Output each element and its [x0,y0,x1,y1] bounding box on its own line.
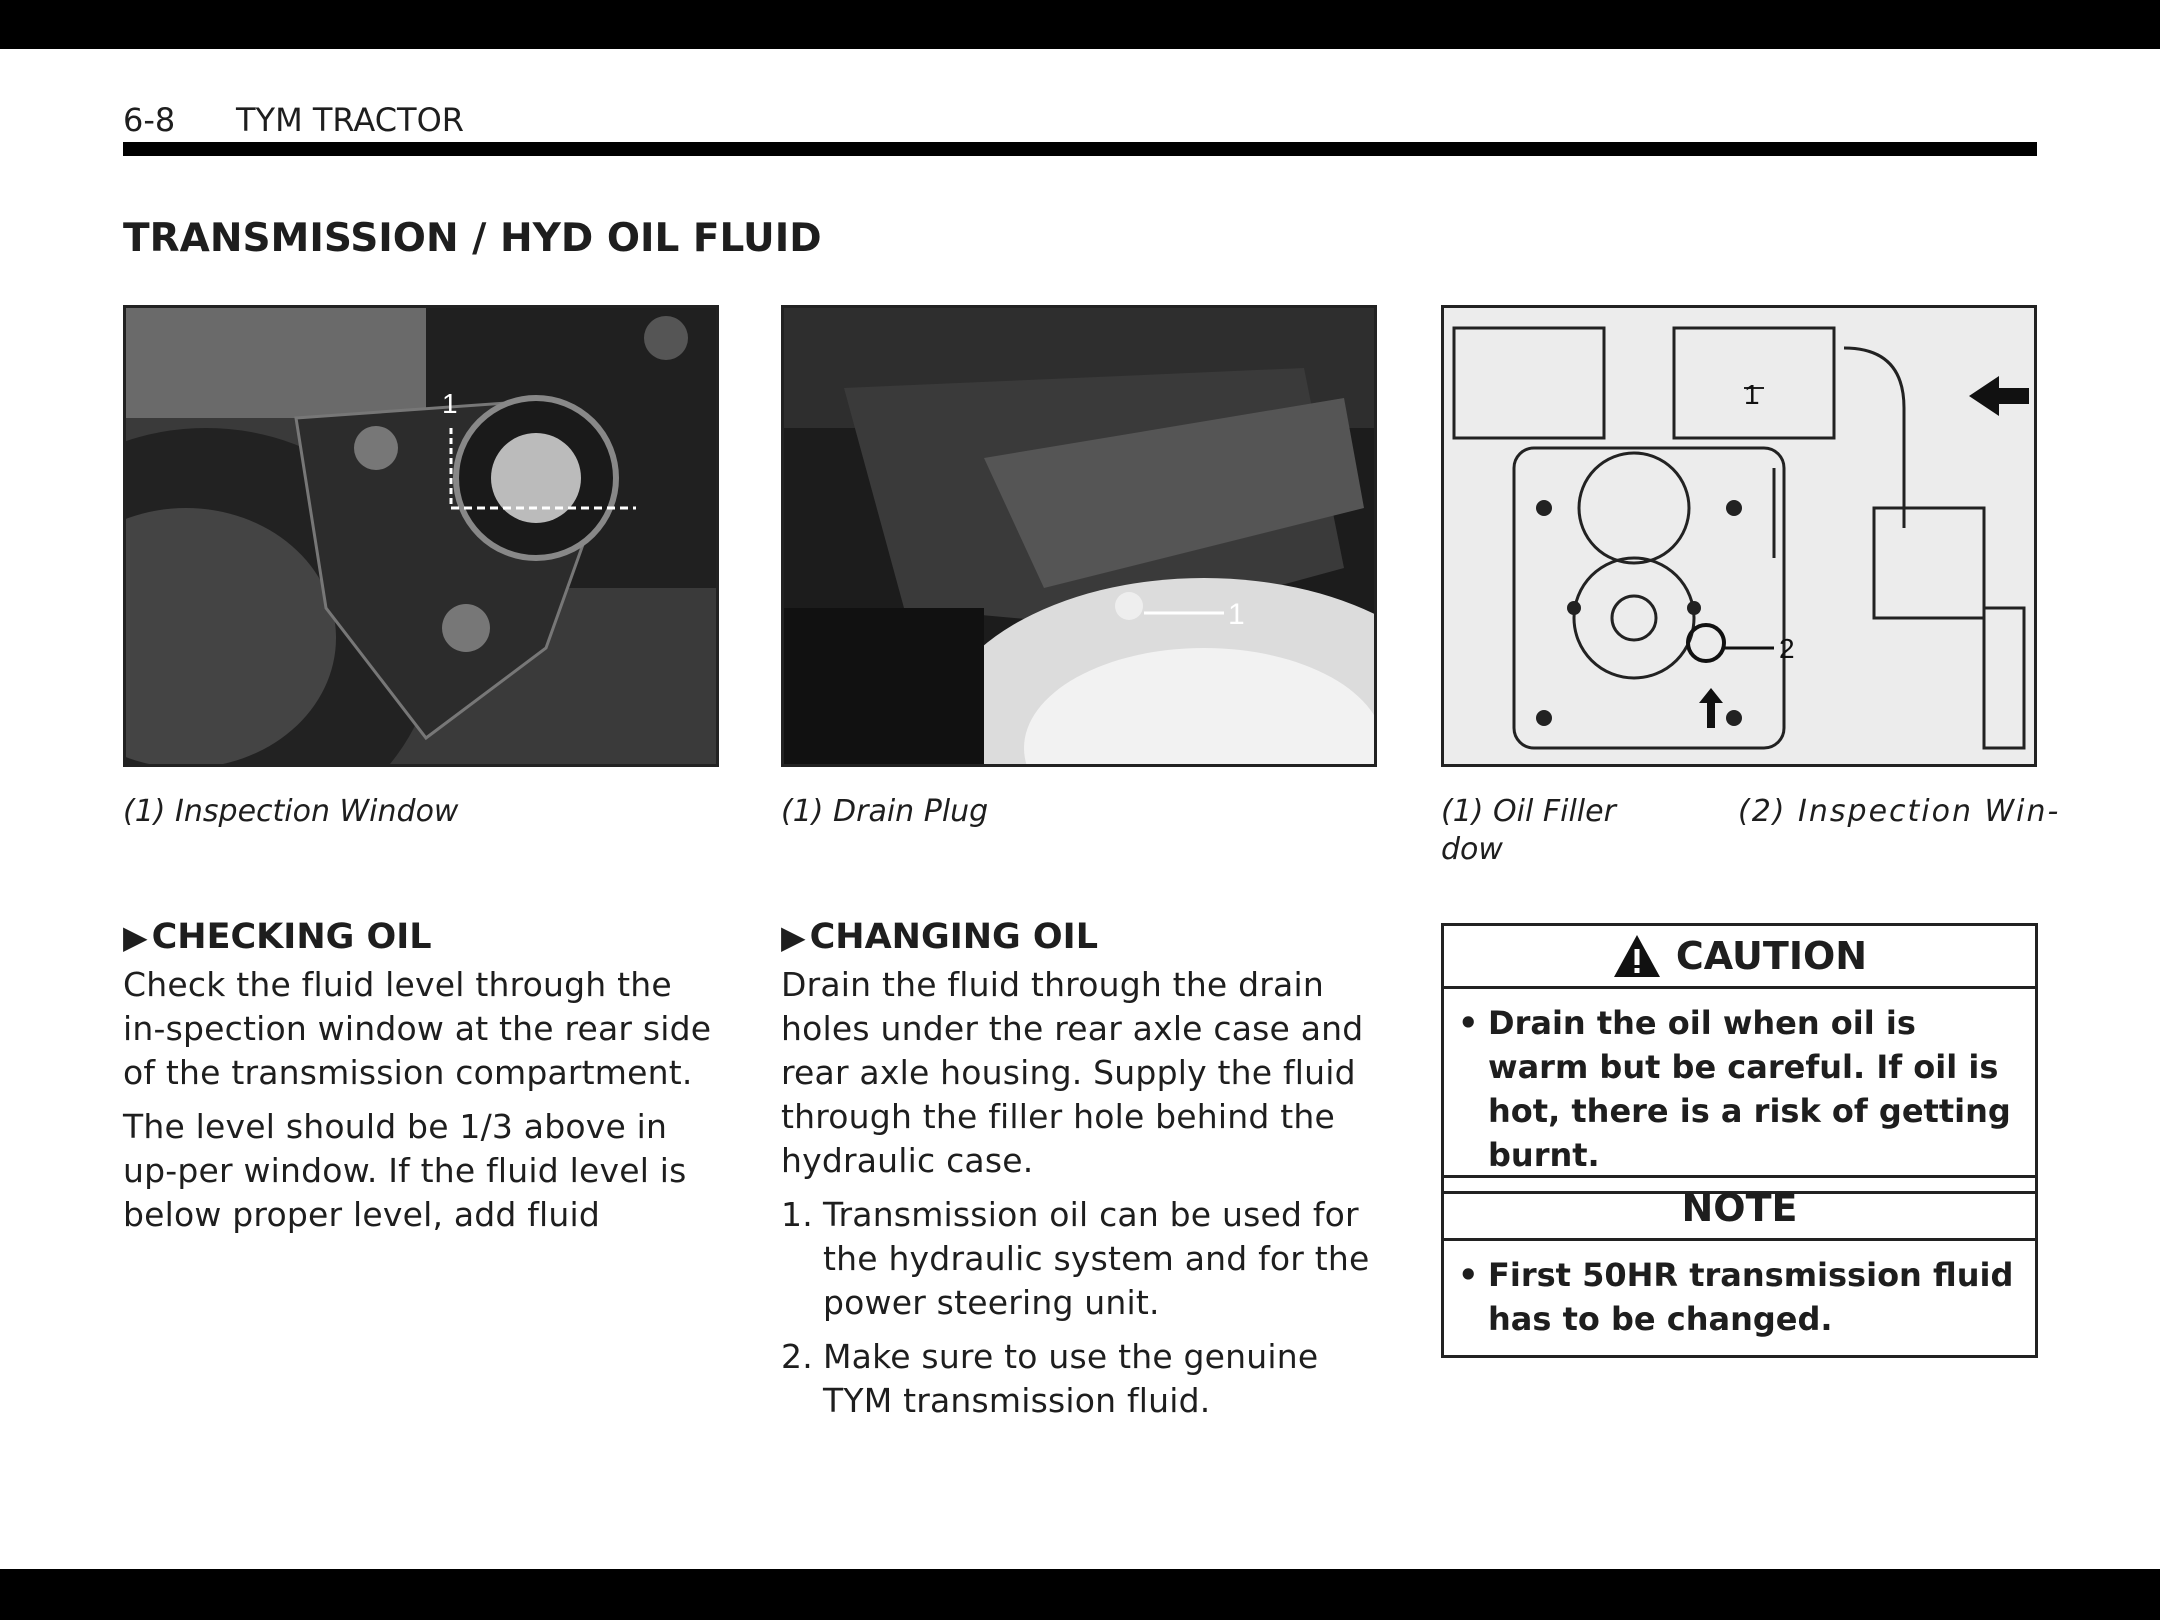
checking-oil-heading: ▶ CHECKING OIL [123,917,432,957]
changing-oil-text [781,963,1381,1433]
note-header: NOTE [1444,1178,2035,1241]
callout-1: 1 [442,388,458,419]
note-text: First 50HR transmission fluid has to be changed. [1488,1256,2014,1338]
drain-plug-photo [784,308,1374,764]
bullet: • [1458,1256,1479,1294]
callout-1: 1 [1228,598,1245,631]
caption-inspection-window-2: (2) Inspection Win- [1738,794,2061,829]
oil-filler-diagram [1444,308,2034,764]
figure-oil-filler [1441,305,2037,767]
caution-text: Drain the oil when oil is warm but be careful. If oil is hot, there is a risk of getting burnt. [1488,1004,2011,1174]
caution-header: CAUTION [1444,926,2035,989]
callout-1: 1 [1744,379,1760,410]
changing-oil-p1: Drain the fluid through the drain holes under the rear axle case and rear axle housing. Supply the fluid through the filler hole behind the hydraulic case. [781,965,1364,1180]
caption-inspection-window: (1) Inspection Window [123,794,459,829]
caution-box [1441,923,2038,1194]
list-item: 1. Transmission oil can be used for the hydraulic system and for the power steering unit. [781,1195,1370,1322]
play-triangle-icon: ▶ [123,918,148,956]
note-box [1441,1175,2038,1358]
callout-2: 2 [1779,633,1795,664]
changing-oil-list [781,1193,1381,1423]
caution-body [1444,989,2035,1191]
figure-inspection-window [123,305,719,767]
manual-title: TYM TRACTOR [236,101,464,139]
bullet: • [1458,1004,1479,1042]
checking-oil-p1: Check the fluid level through the in-spection window at the rear side of the transmission compartment. [123,965,712,1092]
list-item: 2. Make sure to use the genuine TYM transmission fluid. [781,1337,1319,1420]
caption-drain-plug: (1) Drain Plug [781,794,989,829]
changing-oil-heading: ▶ CHANGING OIL [781,917,1099,957]
warning-icon [1612,933,1662,979]
manual-page [0,49,2160,1569]
note-body [1444,1241,2035,1355]
checking-oil-text [123,963,723,1247]
figure-drain-plug [781,305,1377,767]
inspection-window-photo [126,308,716,764]
header-rule [123,142,2037,156]
checking-oil-p2: The level should be 1/3 above in up-per window. If the fluid level is below proper level, add fluid [123,1107,687,1234]
play-triangle-icon: ▶ [781,918,806,956]
section-title: TRANSMISSION / HYD OIL FLUID [123,216,822,261]
page-number: 6-8 [123,101,176,139]
caption-inspection-window-2-cont: dow [1441,832,1503,867]
caption-oil-filler: (1) Oil Filler [1441,794,1616,829]
